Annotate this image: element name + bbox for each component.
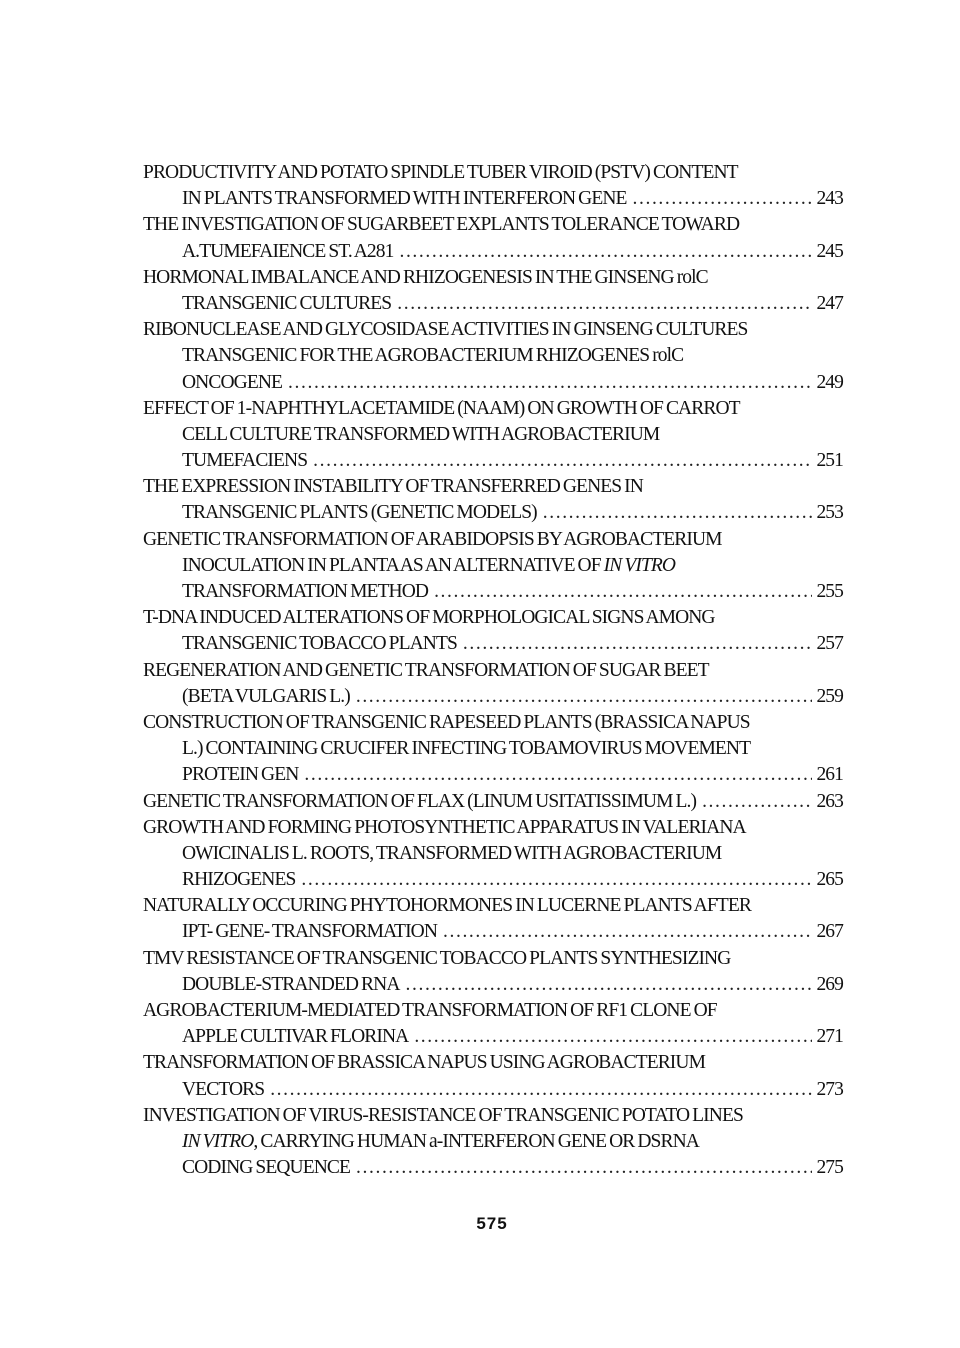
toc-page-number: 253	[816, 502, 843, 524]
toc-entry-title: THE EXPRESSION INSTABILITY OF TRANSFERRED GENES IN	[143, 476, 643, 498]
table-of-contents	[143, 160, 843, 1181]
toc-entry	[143, 946, 843, 998]
toc-entry-title: REGENERATION AND GENETIC TRANSFORMATION OF SUGAR BEET	[143, 659, 709, 681]
toc-entry	[143, 605, 843, 657]
toc-page-number: 257	[816, 633, 843, 655]
toc-page-number: 265	[816, 869, 843, 891]
toc-entry-title: ONCOGENE	[182, 371, 283, 393]
dot-leader	[406, 972, 813, 998]
toc-page-number: 263	[816, 790, 843, 812]
toc-entry-title: RIBONUCLEASE AND GLYCOSIDASE ACTIVITIES IN GINSENG CULTURES	[143, 319, 748, 341]
dot-leader	[463, 631, 813, 657]
toc-entry-title: TRANSGENIC FOR THE AGROBACTERIUM RHIZOGENES rolC	[182, 345, 684, 367]
toc-entry-title: TRANSGENIC PLANTS (GENETIC MODELS)	[182, 502, 537, 524]
toc-entry	[143, 265, 843, 317]
dot-leader	[414, 1024, 812, 1050]
dot-leader	[543, 500, 813, 526]
toc-entry-title: TRANSGENIC CULTURES	[182, 292, 392, 314]
toc-page-number: 269	[816, 973, 843, 995]
dot-leader	[288, 370, 812, 396]
dot-leader	[270, 1077, 812, 1103]
toc-entry-title: GENETIC TRANSFORMATION OF FLAX (LINUM USITATISSIMUM L.)	[143, 790, 697, 812]
toc-entry-title: CELL CULTURE TRANSFORMED WITH AGROBACTERIUM	[182, 423, 660, 445]
toc-entry-title: EFFECT OF 1-NAPHTHYLACETAMIDE (NAAM) ON GROWTH OF CARROT	[143, 397, 740, 419]
toc-entry-title: NATURALLY OCCURING PHYTOHORMONES IN LUCERNE PLANTS AFTER	[143, 895, 751, 917]
toc-page-number: 255	[816, 581, 843, 602]
dot-leader	[397, 291, 812, 317]
dot-leader	[702, 789, 812, 815]
italic-term: IN VITRO	[603, 554, 676, 576]
toc-entry-title: RHIZOGENES	[182, 869, 296, 891]
toc-entry-title: OWICINALIS L. ROOTS, TRANSFORMED WITH AGROBACTERIUM	[182, 842, 722, 864]
toc-entry-title: TMV RESISTANCE OF TRANSGENIC TOBACCO PLANTS SYNTHESIZING	[143, 947, 731, 969]
toc-entry-title: GROWTH AND FORMING PHOTOSYNTHETIC APPARATUS IN VALERIANA	[143, 816, 746, 838]
dot-leader	[301, 867, 812, 893]
toc-entry	[143, 212, 843, 264]
toc-entry-title: VECTORS	[182, 1078, 265, 1100]
toc-entry	[143, 998, 843, 1050]
toc-page-number: 261	[816, 764, 843, 786]
toc-entry-title: TRANSGENIC TOBACCO PLANTS	[182, 633, 457, 655]
toc-entry-title: TUMEFACIENS	[182, 450, 308, 472]
toc-entry-title: IPT- GENE- TRANSFORMATION	[182, 921, 438, 943]
toc-entry-title: DOUBLE-STRANDED RNA	[182, 973, 400, 995]
toc-page-number: 245	[816, 240, 843, 262]
toc-page-number: 251	[816, 450, 843, 472]
toc-entry-title: PRODUCTIVITY AND POTATO SPINDLE TUBER VIROID (PSTV) CONTENT	[143, 162, 738, 183]
dot-leader	[434, 579, 812, 605]
toc-entry	[143, 1103, 843, 1182]
toc-entry-title: HORMONAL IMBALANCE AND RHIZOGENESIS IN THE GINSENG rolC	[143, 266, 708, 288]
toc-entry	[143, 815, 843, 894]
dot-leader	[399, 239, 812, 265]
toc-entry-title: T-DNA INDUCED ALTERATIONS OF MORPHOLOGICAL SIGNS AMONG	[143, 607, 715, 629]
toc-entry-title: CONSTRUCTION OF TRANSGENIC RAPESEED PLANTS (BRASSICA NAPUS	[143, 711, 750, 733]
toc-entry	[143, 710, 843, 789]
toc-entry-title: GENETIC TRANSFORMATION OF ARABIDOPSIS BY AGROBACTERIUM	[143, 528, 722, 550]
toc-entry-title: AGROBACTERIUM-MEDIATED TRANSFORMATION OF RF1 CLONE OF	[143, 1000, 717, 1021]
dot-leader	[633, 186, 813, 212]
dot-leader	[356, 684, 813, 710]
toc-entry	[143, 789, 843, 815]
toc-entry	[143, 1050, 843, 1102]
dot-leader	[304, 762, 812, 788]
toc-entry-title: THE INVESTIGATION OF SUGARBEET EXPLANTS TOLERANCE TOWARD	[143, 214, 740, 236]
toc-page-number: 267	[816, 921, 843, 943]
toc-page-number: 259	[816, 685, 843, 707]
toc-entry-title: (BETA VULGARIS L.)	[182, 685, 350, 707]
toc-page-number: 247	[816, 292, 843, 314]
toc-page-number: 273	[816, 1078, 843, 1100]
toc-page-number: 243	[816, 188, 843, 210]
toc-entry	[143, 658, 843, 710]
toc-entry	[143, 396, 843, 475]
toc-entry-title: , CARRYING HUMAN a-INTERFERON GENE OR DSRNA	[253, 1130, 699, 1152]
toc-entry-title: INVESTIGATION OF VIRUS-RESISTANCE OF TRANSGENIC POTATO LINES	[143, 1104, 743, 1126]
toc-entry-title: IN PLANTS TRANSFORMED WITH INTERFERON GENE	[182, 188, 627, 210]
toc-entry	[143, 160, 843, 212]
dot-leader	[443, 919, 812, 945]
toc-entry	[143, 317, 843, 396]
toc-page-number: 249	[816, 371, 843, 393]
toc-entry	[143, 893, 843, 945]
toc-entry-title: L.) CONTAINING CRUCIFER INFECTING TOBAMOVIRUS MOVEMENT	[182, 738, 751, 760]
toc-entry	[143, 474, 843, 526]
toc-entry-title: TRANSFORMATION OF BRASSICA NAPUS USING AGROBACTERIUM	[143, 1052, 706, 1074]
toc-entry-title: INOCULATION IN PLANTA AS AN ALTERNATIVE OF	[182, 554, 601, 576]
dot-leader	[356, 1155, 812, 1181]
toc-entry-title: A.TUMEFAIENCE ST. A281	[182, 240, 394, 262]
toc-page-number: 271	[816, 1026, 843, 1048]
toc-entry	[143, 527, 843, 606]
dot-leader	[313, 448, 812, 474]
toc-entry-title: CODING SEQUENCE	[182, 1157, 351, 1179]
toc-entry-title: TRANSFORMATION METHOD	[182, 581, 429, 602]
toc-page-number: 275	[816, 1157, 843, 1179]
toc-entry-title: PROTEIN GEN	[182, 764, 299, 786]
italic-term: IN VITRO	[182, 1130, 254, 1152]
page-number: 575	[476, 1214, 508, 1233]
toc-entry-title: APPLE CULTIVAR FLORINA	[182, 1026, 409, 1048]
